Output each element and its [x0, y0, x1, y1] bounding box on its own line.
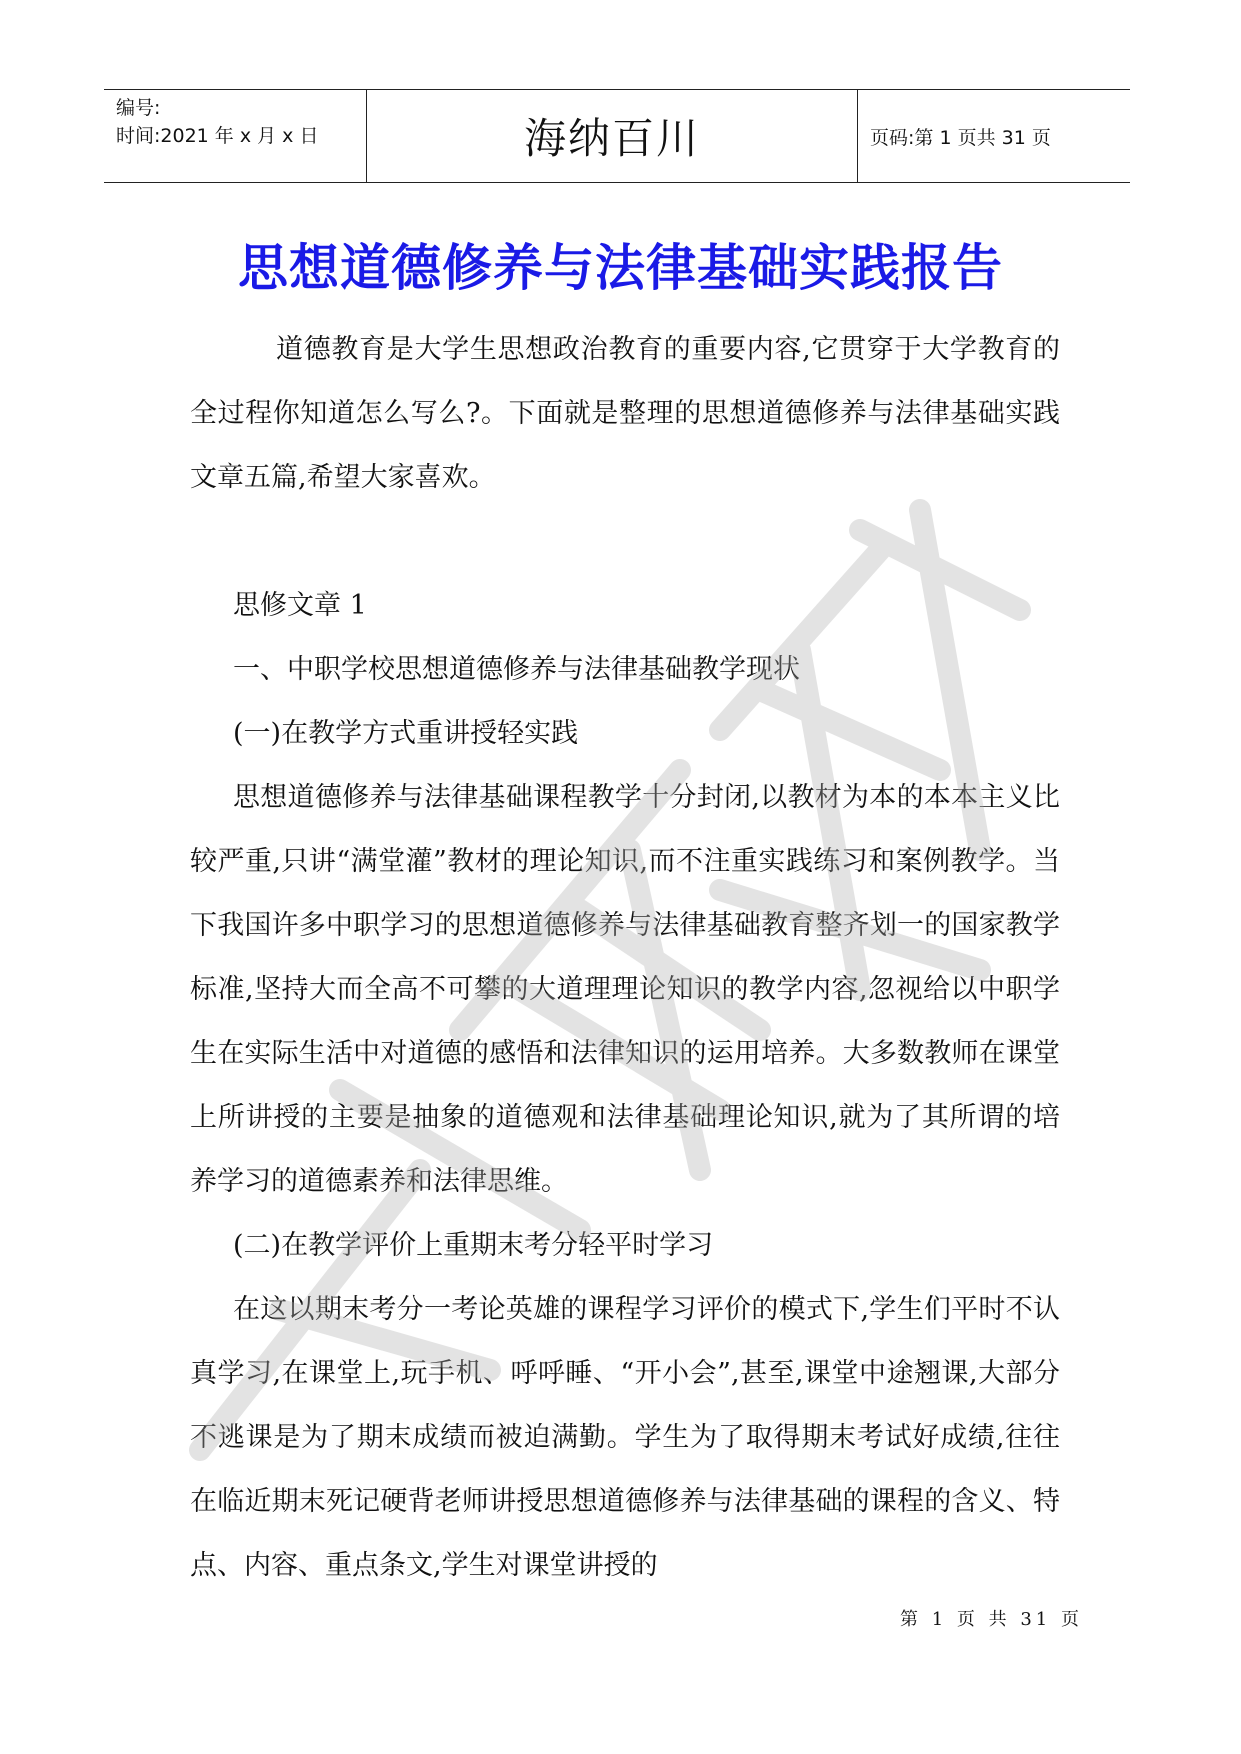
body-paragraph-2: 在这以期末考分一考论英雄的课程学习评价的模式下,学生们平时不认真学习,在课堂上,玩手机、呼呼睡、“开小会”,甚至,课堂中途翘课,大部分不逃课是为了期末成绩而被迫满勤。学生为了取得期末考试好成绩,往往在临近期末死记硬背老师讲授思想道德修养与法律基础的课程的含义、特点、内容、重点条文,学生对课堂讲授的	[190, 1294, 1060, 1581]
section-heading-1: 一、中职学校思想道德修养与法律基础教学现状	[233, 654, 800, 685]
document-title: 思想道德修养与法律基础实践报告	[238, 238, 1003, 297]
intro-paragraph: 道德教育是大学生思想政治教育的重要内容,它贯穿于大学教育的全过程你知道怎么写么?。下面就是整理的思想道德修养与法律基础实践文章五篇,希望大家喜欢。	[190, 334, 1060, 493]
paragraph-gap	[190, 510, 1060, 574]
body-paragraph-1: 思想道德修养与法律基础课程教学十分封闭,以教材为本的本本主义比较严重,只讲“满堂灌”教材的理论知识,而不注重实践练习和案例教学。当下我国许多中职学习的思想道德修养与法律基础教育整齐划一的国家教学标准,坚持大而全高不可攀的大道理理论知识的教学内容,忽视给以中职学生在实际生活中对道德的感悟和法律知识的运用培养。大多数教师在课堂上所讲授的主要是抽象的道德观和法律基础理论知识,就为了其所谓的培养学习的道德素养和法律思维。	[190, 782, 1060, 1197]
header-meta	[104, 90, 366, 182]
document-header	[104, 89, 1130, 183]
subheading-1: (一)在教学方式重讲授轻实践	[233, 718, 579, 749]
section-label: 思修文章 1	[233, 590, 367, 621]
page-footer: 第 1 页 共 31 页	[900, 1609, 1083, 1630]
document-body	[190, 318, 1060, 1598]
header-number-label: 编号:	[116, 97, 161, 119]
header-time-label: 时间:2021 年 x 月 x 日	[116, 125, 319, 147]
header-center-title: 海纳百川	[366, 90, 858, 182]
subheading-2: (二)在教学评价上重期末考分轻平时学习	[233, 1230, 714, 1261]
header-page-info: 页码:第 1 页共 31 页	[870, 126, 1051, 149]
